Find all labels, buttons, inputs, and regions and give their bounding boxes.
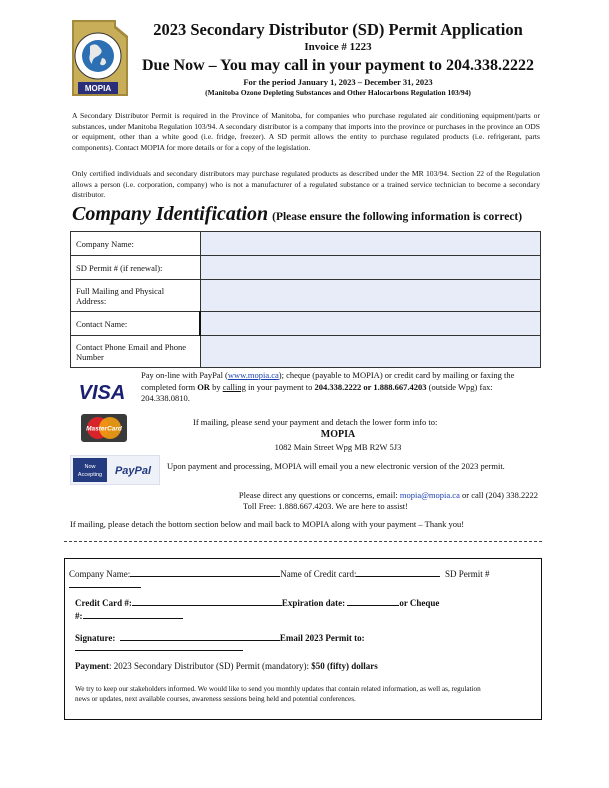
processing-note: Upon payment and processing, MOPIA will email you a new electronic version of the 2023 permit. — [167, 461, 505, 471]
detach-line — [64, 541, 542, 542]
company-identification-heading — [72, 203, 542, 226]
expiration-date-label: Expiration date: — [281, 598, 346, 608]
payment-text: by — [209, 381, 223, 392]
address-field[interactable] — [200, 280, 541, 312]
mail-back-form — [64, 558, 542, 720]
payment-description: : 2023 Secondary Distributor (SD) Permit (mandatory): — [109, 661, 312, 671]
hash-label: #: — [75, 611, 83, 621]
mopia-website-link[interactable]: www.mopia.ca — [227, 370, 279, 380]
regulation-reference: (Manitoba Ozone Depleting Substances and Other Halocarbons Regulation 103/94) — [205, 88, 471, 97]
payment-text: Pay on-line with PayPal ( — [141, 370, 228, 380]
email-blank[interactable] — [75, 650, 243, 651]
payment-text: OR — [197, 381, 210, 392]
address-label: Full Mailing and Physical Address: — [71, 280, 201, 312]
payment-text: in your payment to — [245, 381, 315, 392]
payment-instructions — [141, 370, 541, 405]
detach-note: If mailing, please detach the bottom section below and mail back to MOPIA along with your payment – Thank you! — [70, 519, 465, 529]
sd-permit-form-label: SD Permit # — [444, 569, 490, 579]
mopia-logo — [58, 16, 132, 100]
sd-permit-label: SD Permit # (if renewal): — [71, 256, 201, 280]
contact-text: Please direct any questions or concerns, email: — [238, 490, 400, 500]
credit-card-name-blank[interactable] — [356, 567, 440, 577]
company-name-blank[interactable] — [130, 567, 280, 577]
company-name-form-label: Company Name: — [69, 569, 131, 579]
permit-period: For the period January 1, 2023 – December 31, 2023 — [243, 77, 433, 87]
paypal-logo — [70, 455, 160, 485]
payment-text: (outside Wpg) fax: 204.338.0810. — [141, 381, 493, 403]
contact-name-field[interactable] — [200, 312, 541, 336]
company-name-field[interactable] — [200, 232, 541, 256]
section-title: Company Identification — [72, 203, 269, 225]
visa-logo — [77, 379, 127, 405]
table-row — [71, 312, 541, 336]
credit-card-number-label: Credit Card #: — [75, 598, 132, 608]
svg-text:VISA: VISA — [78, 382, 126, 404]
form-row-4 — [75, 661, 378, 671]
email-permit-label: Email 2023 Permit to: — [279, 633, 365, 643]
svg-text:Now: Now — [84, 464, 96, 470]
invoice-number: Invoice # 1223 — [304, 41, 372, 53]
section-subtitle: (Please ensure the following information is correct) — [272, 211, 523, 223]
mopia-email-link[interactable]: mopia@mopia.ca — [399, 490, 460, 500]
sd-permit-field[interactable] — [200, 256, 541, 280]
form-row-2 — [75, 596, 439, 608]
organization-address: 1082 Main Street Wpg MB R2W 5J3 — [274, 442, 402, 452]
signature-label: Signature: — [75, 633, 116, 643]
company-name-label: Company Name: — [71, 232, 201, 256]
expiration-date-blank[interactable] — [347, 596, 399, 606]
or-cheque-label: or Cheque — [399, 598, 440, 608]
contact-text: or call (204) 338.2222 — [459, 490, 538, 500]
sd-permit-blank[interactable] — [69, 587, 141, 588]
card-number-continued-blank[interactable] — [83, 609, 183, 619]
mastercard-logo — [81, 414, 127, 442]
form-row-2b — [75, 609, 183, 621]
contact-name-label: Contact Name: — [71, 312, 201, 336]
page-title: 2023 Secondary Distributor (SD) Permit Application — [153, 20, 523, 39]
svg-text:Accepting: Accepting — [77, 472, 103, 478]
payment-text: calling — [222, 381, 246, 392]
signature-blank[interactable] — [120, 631, 280, 641]
contact-note — [160, 490, 538, 502]
form-row-1 — [69, 567, 489, 579]
payment-amount: $50 (fifty) dollars — [311, 661, 378, 671]
due-notice: Due Now – You may call in your payment to 204.338.2222 — [141, 57, 534, 74]
table-row — [71, 232, 541, 256]
intro-paragraph-1: A Secondary Distributor Permit is required in the Province of Manitoba, for companies who purchase regulated air conditioning equipment/parts or substances, under Manitoba Regulation 103/94. A secondary distributor is a company that imports into the province or purchases in the province an ODS or equipment, other than a white good (i.e. fridge, freezer). A SD permit allows the entity to purchase regulated products (i.e. refrigerant, parts components). Contact MOPIA for more details or for a copy of the legislation. — [72, 111, 540, 152]
logo-wordmark: MOPIA — [84, 84, 112, 93]
payment-phones: 204.338.2222 or 1.888.667.4203 — [314, 381, 427, 392]
credit-card-name-label: Name of Credit card: — [280, 569, 357, 579]
mailing-note: If mailing, please send your payment and detach the lower form info to: — [193, 417, 438, 427]
table-row — [71, 256, 541, 280]
intro-paragraph-2: Only certified individuals and secondary distributors may purchase regulated products as described under the MR 103/94. Section 22 of the Regulation allows a person (i.e. corporation, company) who is not a manufacturer of a regulated substance or a trained service technician to become a secondary distributor. — [72, 169, 540, 199]
svg-text:MasterCard: MasterCard — [86, 425, 122, 433]
credit-card-number-blank[interactable] — [132, 596, 282, 606]
form-row-3 — [75, 631, 365, 643]
updates-note: We try to keep our stakeholders informed. We would like to send you monthly updates that contain related information, as well as, regulation news or updates, next available courses, awareness sessions being held and potential conferences. — [75, 685, 481, 703]
svg-text:PayPal: PayPal — [114, 465, 152, 477]
payment-label: Payment — [75, 661, 109, 671]
table-row — [71, 280, 541, 312]
contact-phone-email-label: Contact Phone Email and Phone Number — [71, 336, 201, 368]
company-info-table — [70, 231, 541, 368]
tollfree-note: Toll Free: 1.888.667.4203. We are here to assist! — [243, 501, 408, 511]
table-row — [71, 336, 541, 368]
contact-phone-email-field[interactable] — [200, 336, 541, 368]
organization-name: MOPIA — [320, 429, 356, 440]
payment-text: ); cheque (payable to MOPIA) or credit card by mailing or faxing the completed form — [141, 370, 515, 392]
